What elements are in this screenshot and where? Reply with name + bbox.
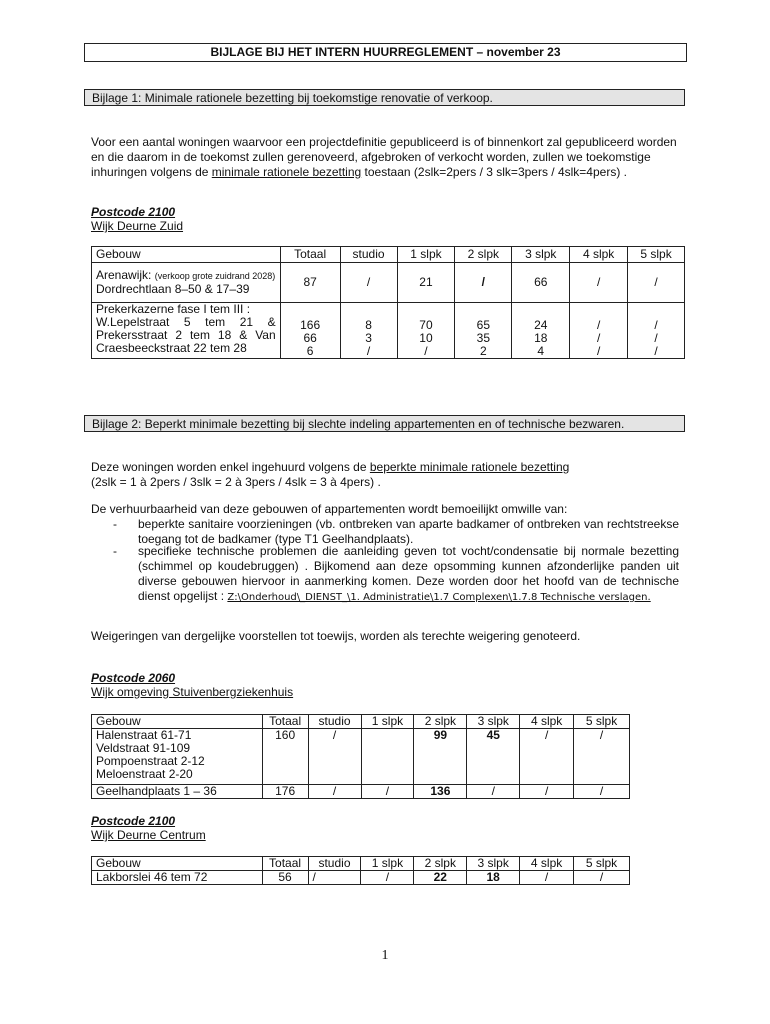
header-cell: 4 slpk bbox=[520, 857, 574, 871]
value-line: 3 bbox=[365, 331, 372, 345]
value-cell: 176 bbox=[262, 785, 308, 799]
building-cell: Lakborslei 46 tem 72 bbox=[92, 871, 263, 885]
bijlage1-intro bbox=[91, 135, 679, 180]
value-line: / bbox=[424, 344, 428, 358]
value-cell: / bbox=[308, 785, 361, 799]
table-header-row bbox=[92, 247, 685, 263]
value-cell: 18 bbox=[467, 871, 520, 885]
value-cell: 22 bbox=[414, 871, 467, 885]
bijlage1-intro-text: Voor een aantal woningen waarvoor een projectdefinitie gepubliceerd is of binnenkort zal gepubliceerd worden en die daarom in de toekomst zullen gerenoveerd, afgebroken of verkocht worden, zullen we toekomstige inhuringen volgens de bbox=[91, 135, 677, 179]
postcode-heading: Postcode 2100 bbox=[91, 814, 176, 828]
table-row bbox=[92, 729, 630, 785]
bijlage2-intro-underlined: beperkte minimale rationele bezetting bbox=[369, 460, 570, 474]
value-cell: / bbox=[574, 785, 630, 799]
reason-intro: De verhuurbaarheid van deze gebouwen of appartementen wordt bemoeilijkt omwille van: bbox=[91, 502, 568, 516]
value-cell: / bbox=[340, 263, 397, 303]
header-cell: studio bbox=[308, 715, 361, 729]
value-cell: / bbox=[467, 785, 520, 799]
value-line: 66 bbox=[303, 331, 317, 345]
wijk-heading: Wijk omgeving Stuivenbergziekenhuis bbox=[91, 685, 294, 699]
value-line: 166 bbox=[300, 318, 321, 332]
header-cell: studio bbox=[340, 247, 397, 263]
value-cell bbox=[340, 303, 397, 359]
bullet-dash: - bbox=[113, 544, 117, 558]
value-line: / bbox=[366, 344, 371, 358]
bijlage2-heading: Bijlage 2: Beperkt minimale bezetting bij slechte indeling appartementen en of technische bezwaren. bbox=[84, 415, 685, 432]
value-line: / bbox=[654, 318, 658, 332]
wijk-heading: Wijk Deurne Centrum bbox=[91, 828, 206, 842]
value-cell: / bbox=[520, 785, 574, 799]
building-line: Pompoenstraat 2-12 bbox=[96, 754, 205, 768]
value-line: 18 bbox=[534, 331, 548, 345]
bullet-item bbox=[113, 544, 679, 605]
building-name: Arenawijk: bbox=[96, 268, 152, 282]
header-cell: 1 slpk bbox=[361, 857, 414, 871]
value-cell: / bbox=[574, 729, 630, 785]
bullet-text bbox=[138, 544, 679, 605]
value-cell: / bbox=[520, 729, 574, 785]
building-cell bbox=[92, 729, 263, 785]
header-cell: 4 slpk bbox=[520, 715, 574, 729]
header-cell: Totaal bbox=[262, 857, 308, 871]
postcode-heading: Postcode 2100 bbox=[91, 205, 176, 219]
weigering-text: Weigeringen van dergelijke voorstellen tot toewijs, worden als terechte weigering genoteerd. bbox=[91, 629, 581, 643]
building-address: Dordrechtlaan 8–50 & 17–39 bbox=[96, 282, 250, 296]
value-cell: / bbox=[361, 785, 414, 799]
value-line: / bbox=[596, 344, 601, 358]
header-cell: studio bbox=[308, 857, 361, 871]
bijlage2-intro-text: Deze woningen worden enkel ingehuurd volgens de bbox=[91, 460, 370, 474]
table-header-row bbox=[92, 857, 630, 871]
value-cell: 99 bbox=[414, 729, 467, 785]
page-number: 1 bbox=[381, 948, 389, 963]
bullet-text: beperkte sanitaire voorzieningen (vb. ontbreken van aparte badkamer of ontbreken van rechtstreekse toegang tot de badkamer (type T1 Geelhandplaats). bbox=[138, 517, 679, 546]
header-cell: Gebouw bbox=[92, 247, 281, 263]
header-cell: Totaal bbox=[280, 247, 340, 263]
bijlage2-intro-line2: (2slk = 1 à 2pers / 3slk = 2 à 3pers / 4slk = 3 à 4pers) . bbox=[91, 475, 381, 489]
header-cell: Gebouw bbox=[92, 857, 263, 871]
building-line: Halenstraat 61-71 bbox=[96, 728, 192, 742]
value-line: / bbox=[596, 331, 601, 345]
table-row bbox=[92, 871, 630, 885]
building-line: Meloenstraat 2-20 bbox=[96, 767, 193, 781]
value-line: 8 bbox=[365, 318, 372, 332]
document-title: BIJLAGE BIJ HET INTERN HUURREGLEMENT – november 23 bbox=[84, 43, 687, 62]
value-line: 2 bbox=[480, 344, 487, 358]
header-cell: Gebouw bbox=[92, 715, 263, 729]
value-cell: 21 bbox=[397, 263, 455, 303]
table-header-row bbox=[92, 715, 630, 729]
building-cell bbox=[92, 263, 281, 303]
header-cell: 1 slpk bbox=[397, 247, 455, 263]
value-cell bbox=[361, 729, 414, 785]
value-line: 70 bbox=[419, 318, 433, 332]
building-cell bbox=[92, 303, 281, 359]
value-line: 4 bbox=[537, 344, 545, 358]
building-cell: Geelhandplaats 1 – 36 bbox=[92, 785, 263, 799]
value-cell: 56 bbox=[262, 871, 308, 885]
header-cell: 1 slpk bbox=[361, 715, 414, 729]
value-cell: / bbox=[628, 263, 685, 303]
postcode-heading: Postcode 2060 bbox=[91, 671, 176, 685]
header-cell: 2 slpk bbox=[414, 857, 467, 871]
value-cell bbox=[455, 303, 512, 359]
value-cell: 136 bbox=[414, 785, 467, 799]
bijlage2-intro bbox=[91, 460, 679, 490]
value-cell: / bbox=[574, 871, 630, 885]
value-cell bbox=[397, 303, 455, 359]
building-line: Prekersstraat 2 tem 18 & Van bbox=[96, 328, 276, 342]
value-line: 10 bbox=[419, 331, 433, 345]
value-line: 65 bbox=[476, 318, 491, 332]
bijlage1-heading: Bijlage 1: Minimale rationele bezetting bij toekomstige renovatie of verkoop. bbox=[84, 89, 685, 106]
value-cell: / bbox=[308, 729, 361, 785]
value-cell: 160 bbox=[262, 729, 308, 785]
value-line: / bbox=[654, 344, 658, 358]
value-cell: 66 bbox=[512, 263, 570, 303]
bullet-text-body: specifieke technische problemen die aanleiding geven tot vocht/condensatie bij normale bezetting (schimmel op koudebruggen) . Bijkomend aan deze opsomming kunnen afzonderlijke panden uit diverse gebouwen hiervoor in aanmerking komen. Deze worden door het hoofd van de technische dienst opgelijst : bbox=[138, 544, 679, 603]
header-cell: 4 slpk bbox=[570, 247, 628, 263]
header-cell: 2 slpk bbox=[455, 247, 512, 263]
building-line: Prekerkazerne fase I tem III : bbox=[96, 302, 251, 316]
bullet-dash: - bbox=[113, 517, 117, 531]
network-path-link[interactable]: Z:\Onderhoud\_DIENST_\1. Administratie\1.7 Complexen\1.7.8 Technische verslagen. bbox=[227, 592, 651, 603]
building-line: W.Lepelstraat 5 tem 21 & bbox=[96, 315, 276, 329]
value-line: 6 bbox=[306, 344, 314, 358]
table-row bbox=[92, 303, 685, 359]
header-cell: 5 slpk bbox=[628, 247, 685, 263]
value-cell: / bbox=[520, 871, 574, 885]
value-cell bbox=[570, 303, 628, 359]
bijlage1-intro-text-end: toestaan (2slk=2pers / 3 slk=3pers / 4slk=4pers) . bbox=[361, 165, 627, 179]
value-cell bbox=[280, 303, 340, 359]
table-row bbox=[92, 785, 630, 799]
value-line: / bbox=[654, 331, 658, 345]
value-cell: / bbox=[455, 263, 512, 303]
header-cell: 3 slpk bbox=[467, 857, 520, 871]
bijlage1-intro-underlined: minimale rationele bezetting bbox=[211, 165, 362, 179]
value-cell: 87 bbox=[280, 263, 340, 303]
value-line: 35 bbox=[476, 331, 491, 345]
header-cell: Totaal bbox=[262, 715, 308, 729]
building-note: (verkoop grote zuidrand 2028) bbox=[154, 271, 276, 281]
value-cell bbox=[512, 303, 570, 359]
header-cell: 3 slpk bbox=[467, 715, 520, 729]
table-row bbox=[92, 263, 685, 303]
header-cell: 3 slpk bbox=[512, 247, 570, 263]
table-deurne-zuid bbox=[91, 246, 685, 359]
value-cell bbox=[628, 303, 685, 359]
table-deurne-centrum bbox=[91, 856, 630, 885]
header-cell: 5 slpk bbox=[574, 857, 630, 871]
table-stuivenberg bbox=[91, 714, 630, 799]
value-cell: 45 bbox=[467, 729, 520, 785]
header-cell: 2 slpk bbox=[414, 715, 467, 729]
value-cell: / bbox=[570, 263, 628, 303]
building-line: Craesbeeckstraat 22 tem 28 bbox=[96, 341, 247, 355]
bullet-item bbox=[113, 517, 679, 547]
value-cell: / bbox=[361, 871, 414, 885]
building-line: Veldstraat 91-109 bbox=[96, 741, 191, 755]
value-line: / bbox=[596, 318, 601, 332]
header-cell: 5 slpk bbox=[574, 715, 630, 729]
value-line: 24 bbox=[534, 318, 548, 332]
value-cell: / bbox=[308, 871, 361, 885]
wijk-heading: Wijk Deurne Zuid bbox=[91, 219, 184, 233]
